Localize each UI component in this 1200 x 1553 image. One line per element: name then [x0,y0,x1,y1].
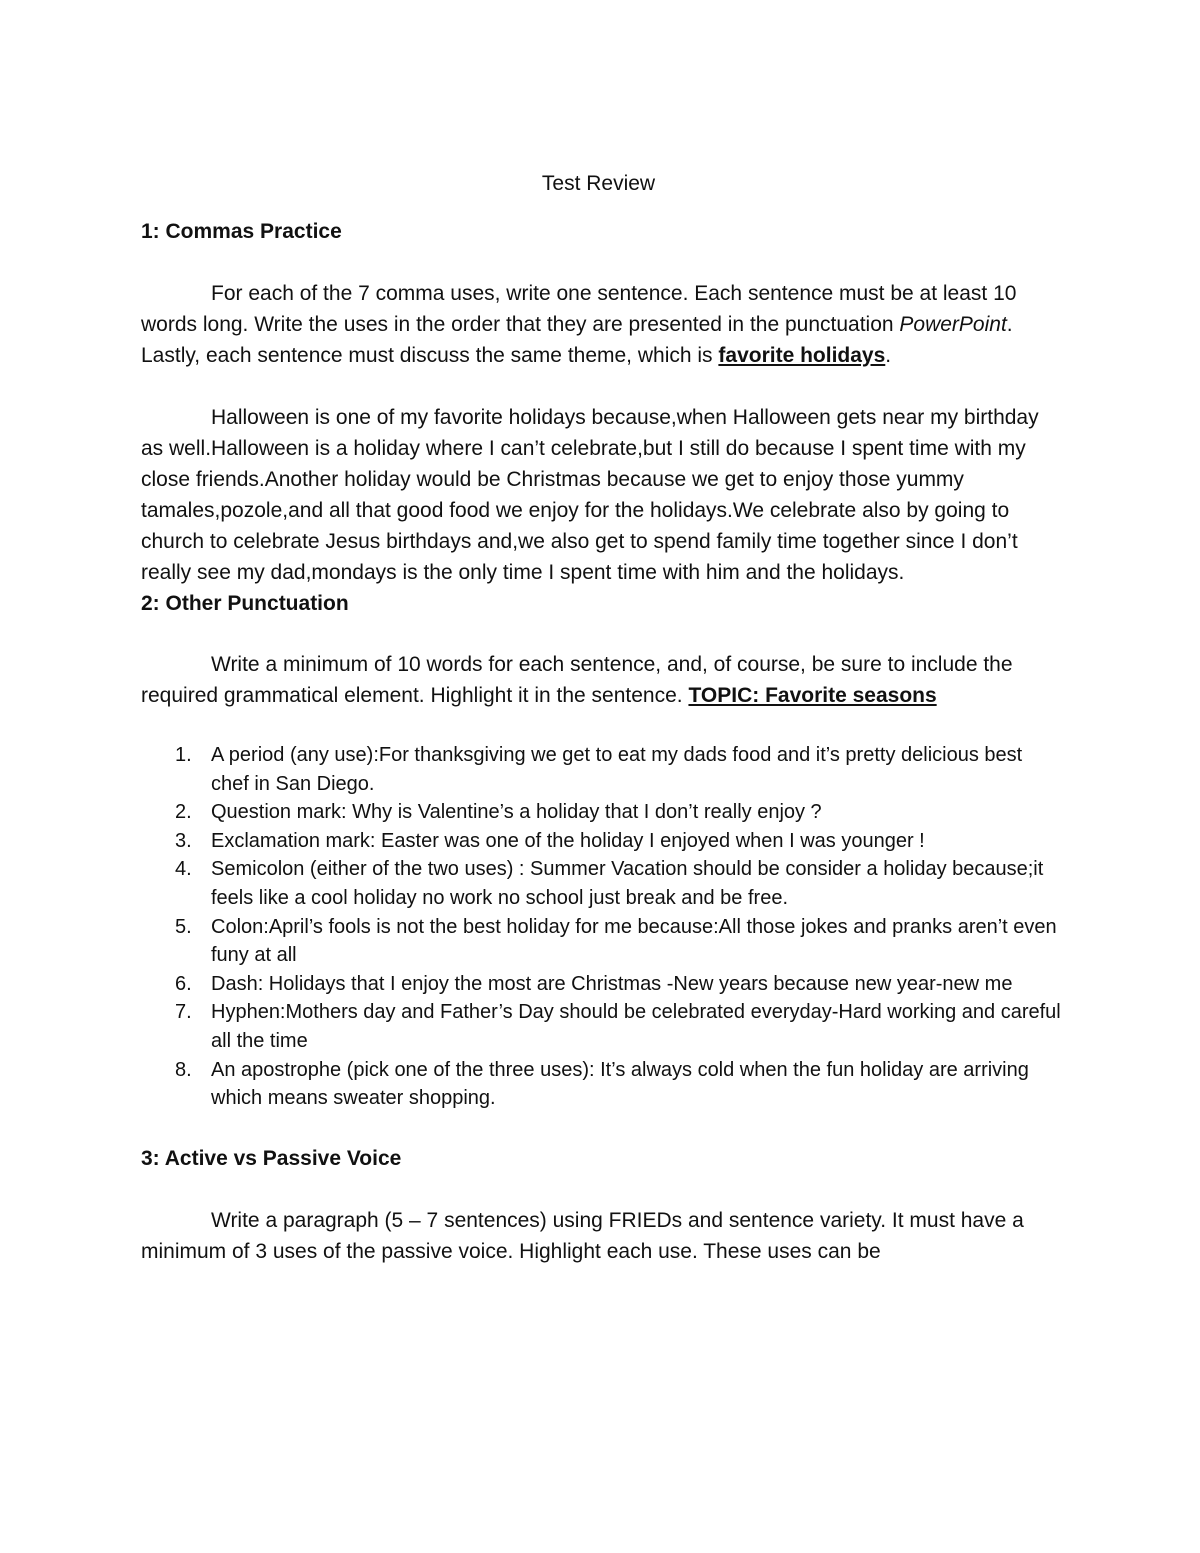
list-item-text: An apostrophe (pick one of the three uses): It’s always cold when the fun holiday are arriving which means sweater shopping. [211,1058,1029,1110]
spacer [141,619,1061,649]
list-item [141,913,1061,970]
list-item [141,855,1061,912]
powerpoint-term: PowerPoint [899,313,1007,336]
active-passive-instructions: Write a paragraph (5 – 7 sentences) using FRIEDs and sentence variety. It must have a minimum of 3 uses of the passive voice. Highlight each use. These uses can be [141,1208,1024,1263]
list-item [141,741,1061,798]
section-heading-commas: 1: Commas Practice [141,220,342,243]
document-page [141,168,1061,1267]
section-heading-other-punctuation: 2: Other Punctuation [141,592,349,615]
spacer [141,247,1061,278]
list-item-text: Hyphen:Mothers day and Father’s Day should be celebrated everyday-Hard working and careful all the time [211,1001,1061,1052]
list-item-text: Dash: Holidays that I enjoy the most are Christmas -New years because new year-new me [211,972,1013,995]
list-item-number: 7. [175,1001,192,1024]
list-item-number: 2. [175,801,192,824]
punctuation-list [141,741,1061,1113]
topic-emphasis: TOPIC: Favorite seasons [688,684,937,707]
spacer [141,1174,1061,1205]
list-item-text: Exclamation mark: Easter was one of the holiday I enjoyed when I was younger ! [211,829,925,852]
list-item-number: 3. [175,829,192,852]
instructions-text: For each of the 7 comma uses, write one sentence. Each sentence must be at least 10 words long. Write the uses in the order that they are presented in the punctuation [141,282,1017,336]
list-item-number: 1. [175,744,192,766]
spacer [141,711,1061,741]
list-item-text: Semicolon (either of the two uses) : Summer Vacation should be consider a holiday because;it feels like a cool holiday no work no school just break and be free. [211,858,1044,909]
list-item-text: A period (any use):For thanksgiving we get to eat my dads food and it’s pretty delicious best chef in San Diego. [211,744,1023,795]
list-item [141,998,1061,1055]
commas-instructions [141,278,1061,371]
list-item-number: 6. [175,972,192,995]
instructions-text: . [885,344,892,367]
commas-response: Halloween is one of my favorite holidays because,when Halloween gets near my birthday as well.Halloween is a holiday where I can’t celebrate,but I still do because I spent time with my close friends.Another holiday would be Christmas because we get to enjoy those yummy tamales,pozole,and all that good food we enjoy for the holidays.We celebrate also by going to church to celebrate Jesus birthdays and,we also get to spend family time together since I don’t really see my dad,mondays is the only time I spent time with him and the holidays. [141,406,1039,584]
list-item [141,970,1061,999]
list-item-number: 8. [175,1058,192,1081]
section-heading-active-passive: 3: Active vs Passive Voice [141,1146,402,1170]
document-title: Test Review [541,172,656,195]
list-item-number: 4. [175,858,192,881]
list-item-text: Colon:April’s fools is not the best holiday for me because:All those jokes and pranks aren’t even funy at all [211,915,1057,967]
list-item-text: Question mark: Why is Valentine’s a holiday that I don’t really enjoy ? [211,801,822,824]
punctuation-instructions [141,649,1061,711]
list-item [141,798,1061,827]
theme-emphasis: favorite holidays [718,344,886,367]
instructions-text: Write a minimum of 10 words for each sentence, and, of course, be sure to include the required grammatical element. Highlight it in the sentence. [141,653,1013,707]
spacer [141,371,1061,402]
instructions-text: . Lastly, each sentence must discuss the same theme, which is [141,313,1013,367]
list-item [141,1056,1061,1113]
list-item [141,827,1061,856]
list-item-number: 5. [175,915,192,938]
spacer [141,1113,1061,1143]
